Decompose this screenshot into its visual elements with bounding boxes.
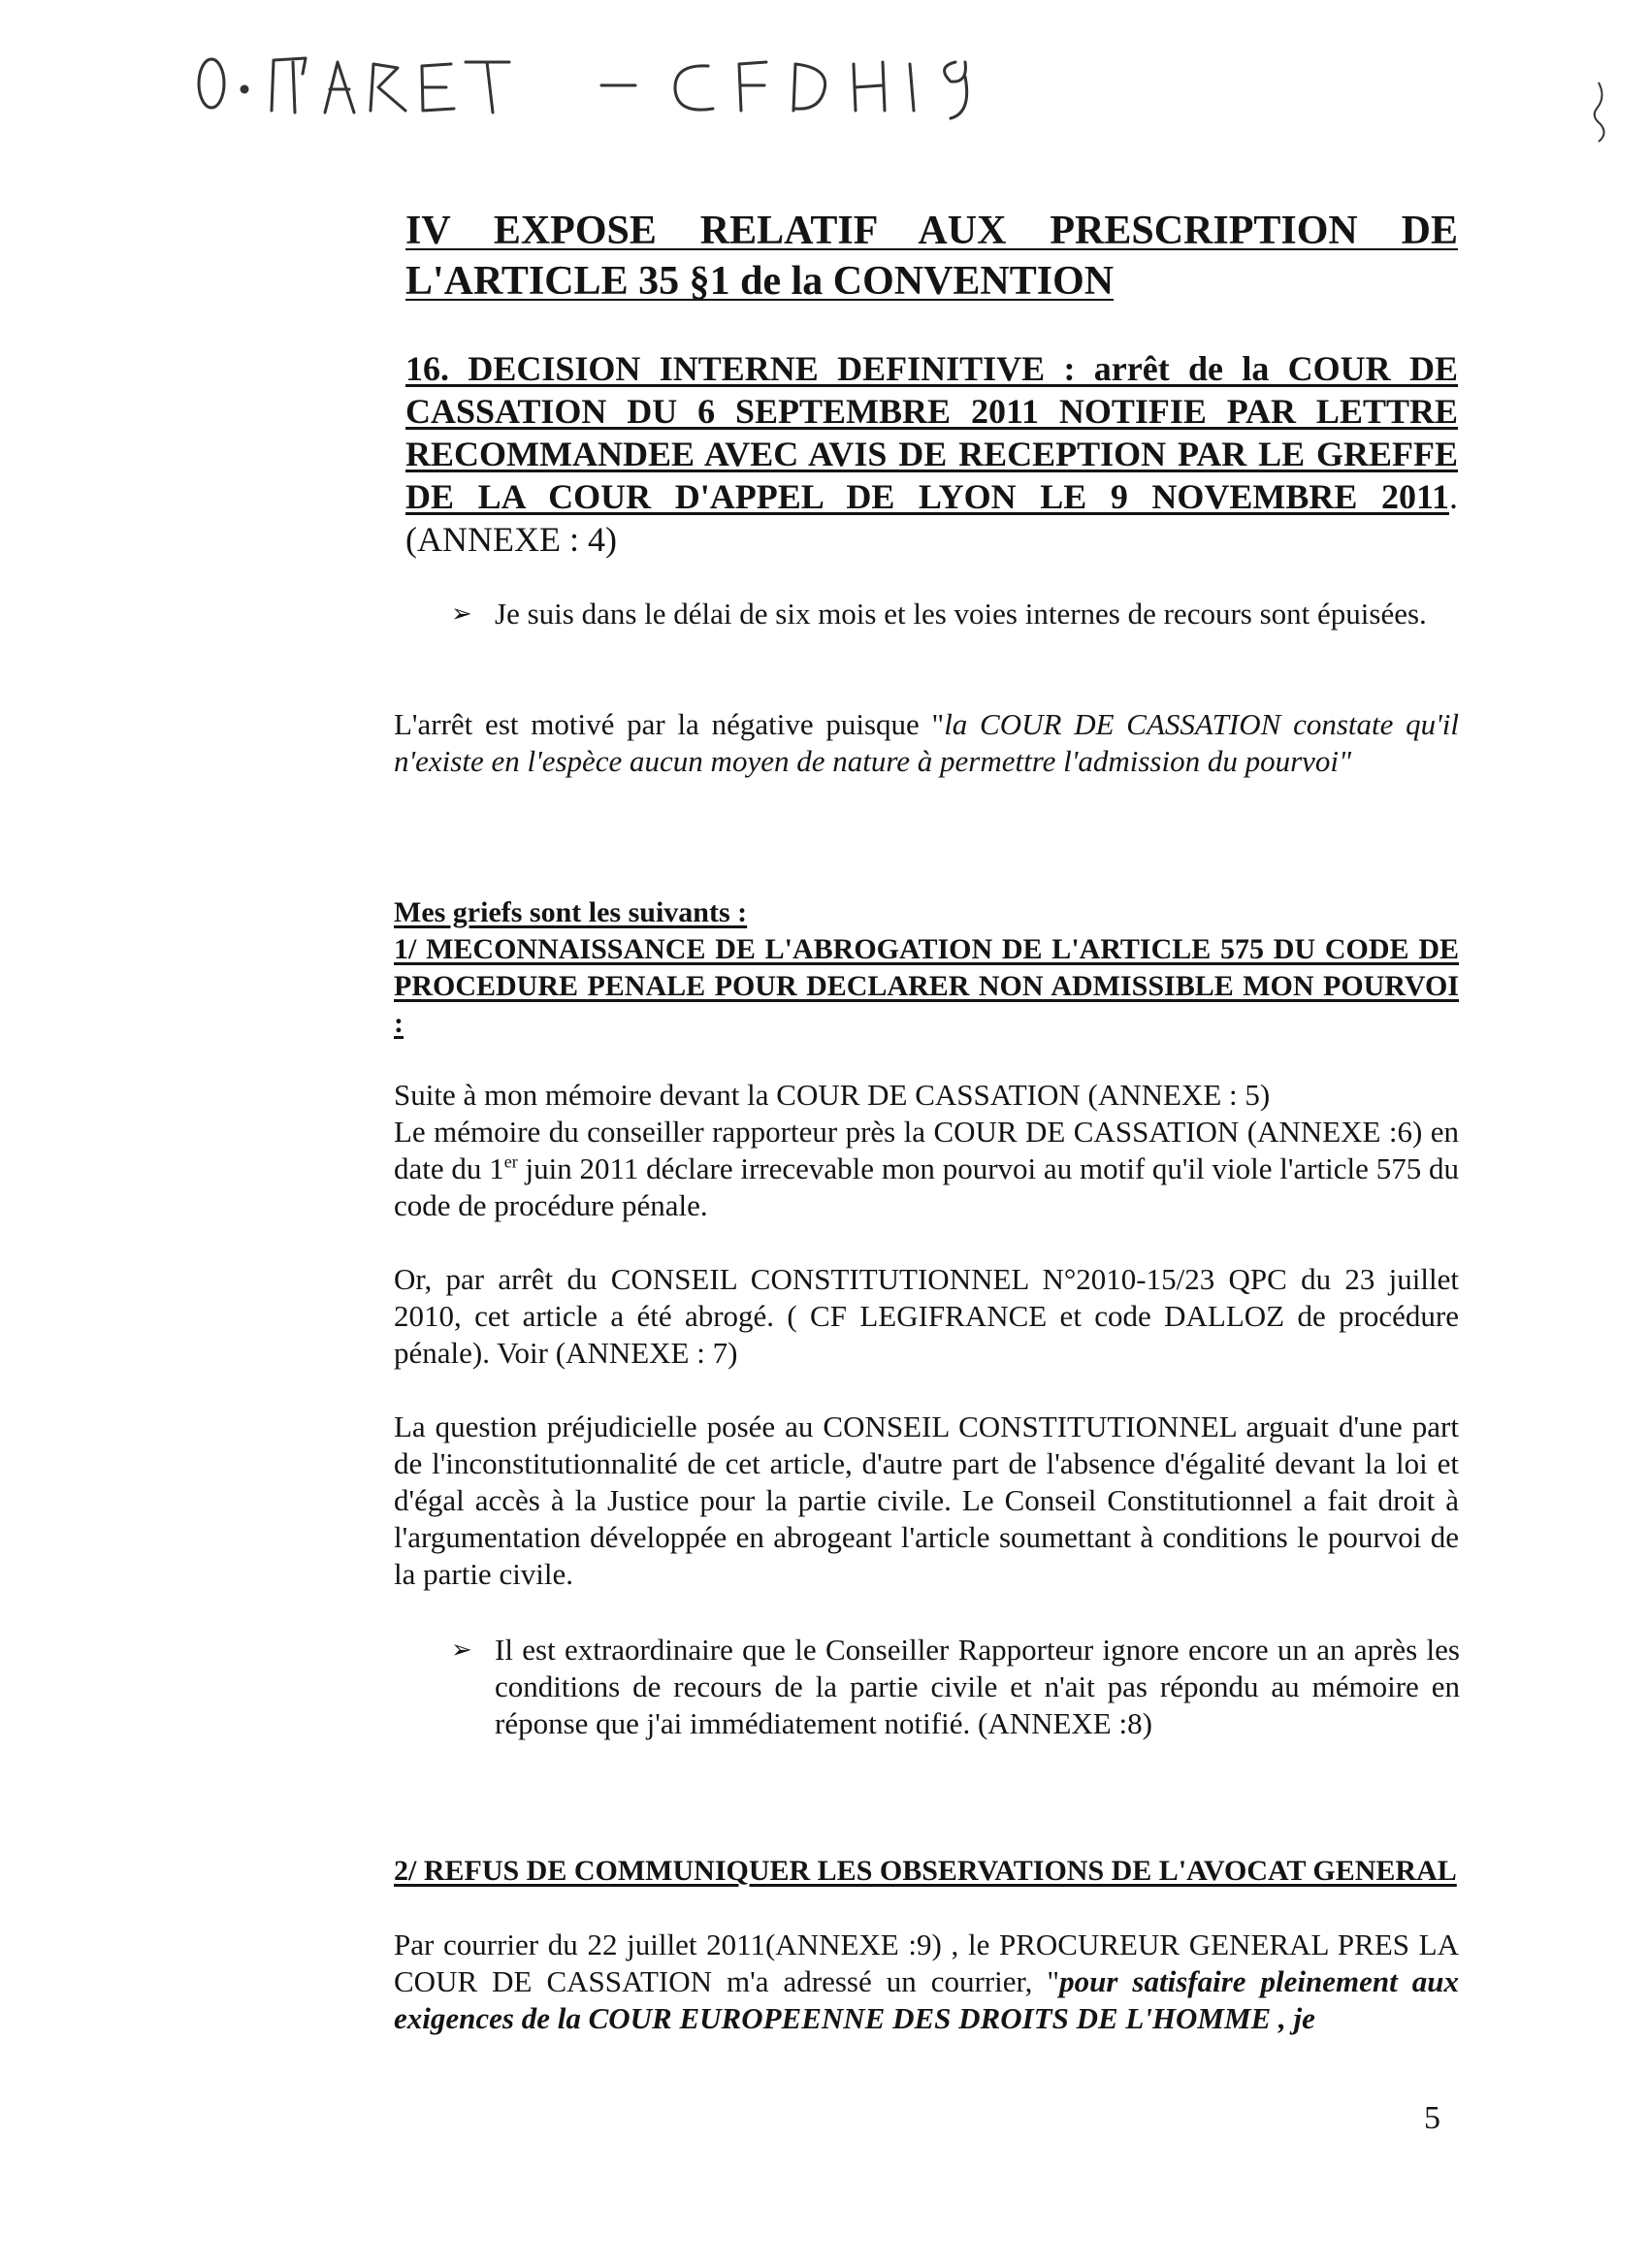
- griefs-intro: Mes griefs sont les suivants :: [394, 896, 748, 928]
- grief-2-paragraph: Par courrier du 22 juillet 2011(ANNEXE :9) , le PROCUREUR GENERAL PRES LA COUR DE CASSATION m'a adressé un courrier, "pour satisfaire pleinement aux exigences de la COUR EUROPEENNE DES DROITS DE L'HOMME , je: [394, 1928, 1460, 2035]
- bullet-item: ➢ Je suis dans le délai de six mois et les voies internes de recours sont épuisées.: [451, 597, 1427, 631]
- grief-1-paragraph-3: La question préjudicielle posée au CONSEIL CONSTITUTIONNEL arguait d'une part de l'inconstitutionnalité de cet article, d'autre part de l'absence d'égalité devant la loi et d'égal accès à la Justice pour la partie civile. Le Conseil Constitutionnel a fait droit à l'argumentation développée en abrogeant l'article soumettant à conditions le pourvoi de la partie civile.: [394, 1409, 1459, 1591]
- handwritten-annotation: [184, 23, 1057, 130]
- grief-1-bullet: ➢ Il est extraordinaire que le Conseiller Rapporteur ignore encore un an après les conditions de recours de la partie civile et n'ait pas répondu au mémoire en réponse que j'ai immédiatement notifié. (ANNEXE :8): [451, 1633, 1460, 1740]
- grief-1-paragraph-2: Or, par arrêt du CONSEIL CONSTITUTIONNEL N°2010-15/23 QPC du 23 juillet 2010, cet article a été abrogé. ( CF LEGIFRANCE et code DALLOZ de procédure pénale). Voir (ANNEXE : 7): [394, 1262, 1459, 1370]
- arrow-bullet-icon: ➢: [451, 1636, 472, 1664]
- grief-1-line-1: Suite à mon mémoire devant la COUR DE CASSATION (ANNEXE : 5): [394, 1078, 1271, 1112]
- page-number: 5: [1424, 2100, 1440, 2136]
- grief-2-heading: 2/ REFUS DE COMMUNIQUER LES OBSERVATIONS DE L'AVOCAT GENERAL: [394, 1855, 1457, 1887]
- margin-mark: [1587, 78, 1616, 146]
- page-title: IV EXPOSE RELATIF AUX PRESCRIPTION DE L'ARTICLE 35 §1 de la CONVENTION: [405, 209, 1458, 304]
- arrow-bullet-icon: ➢: [451, 599, 472, 628]
- decision-paragraph: L'arrêt est motivé par la négative puisque "la COUR DE CASSATION constate qu'il n'existe en l'espèce aucun moyen de nature à permettre l'admission du pourvoi": [394, 707, 1459, 778]
- section-16-heading: 16. DECISION INTERNE DEFINITIVE : arrêt de la COUR DE CASSATION DU 6 SEPTEMBRE 2011 NOTIFIE PAR LETTRE RECOMMANDEE AVEC AVIS DE RECEPTION PAR LE GREFFE DE LA COUR D'APPEL DE LYON LE 9 NOVEMBRE 2011. (ANNEXE : 4): [405, 349, 1458, 559]
- grief-1-line-2: Le mémoire du conseiller rapporteur près la COUR DE CASSATION (ANNEXE :6) en date du 1er juin 2011 déclare irrecevable mon pourvoi au motif qu'il viole l'article 575 du code de procédure pénale.: [394, 1115, 1459, 1222]
- grief-1-heading: 1/ MECONNAISSANCE DE L'ABROGATION DE L'ARTICLE 575 DU CODE DE PROCEDURE PENALE POUR DECLARER NON ADMISSIBLE MON POURVOI :: [394, 933, 1459, 1039]
